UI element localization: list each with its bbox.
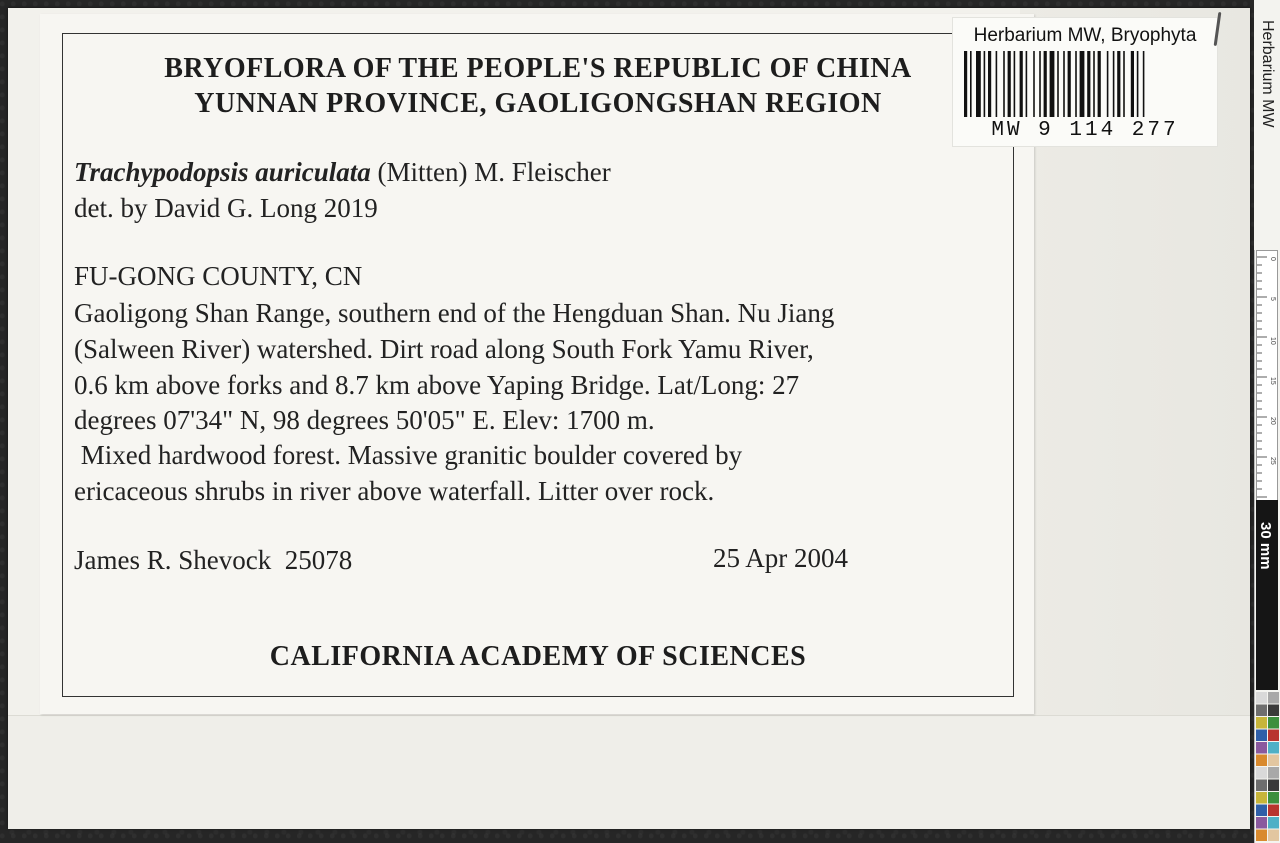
color-swatch (1268, 730, 1279, 742)
color-swatch (1268, 692, 1279, 704)
barcode-bar (1087, 51, 1090, 117)
label-header-line2: YUNNAN PROVINCE, GAOLIGONGSHAN REGION (194, 88, 882, 119)
color-swatch (1256, 805, 1267, 817)
ruler-mark-label: 10 (1269, 337, 1276, 345)
color-swatch (1268, 792, 1279, 804)
barcode-bar (984, 51, 986, 117)
barcode-bar (976, 51, 981, 117)
barcode-bar (1143, 51, 1145, 117)
barcode-label (952, 17, 1218, 147)
locality-line: degrees 07'34" N, 98 degrees 50'05" E. Elev: 1700 m. (74, 405, 655, 435)
color-swatch (1268, 767, 1279, 779)
taxon-name: Trachypodopsis auriculata (74, 157, 371, 187)
locality-line: 0.6 km above forks and 8.7 km above Yaping Bridge. Lat/Long: 27 (74, 370, 800, 400)
locality-line: Gaoligong Shan Range, southern end of the Hengduan Shan. Nu Jiang (74, 298, 835, 328)
barcode-bars (964, 51, 1206, 117)
barcode-bar (1093, 51, 1095, 117)
ruler-mark-label: 20 (1269, 417, 1276, 425)
color-swatch (1268, 780, 1279, 792)
ruler-mark-label: 5 (1269, 297, 1276, 301)
ruler-mark-label: 25 (1269, 457, 1276, 465)
barcode-bar (1068, 51, 1071, 117)
barcode-bar (1057, 51, 1059, 117)
barcode-bar (1117, 51, 1120, 117)
color-swatch (1256, 717, 1267, 729)
color-swatch (1256, 730, 1267, 742)
color-swatch (1268, 742, 1279, 754)
barcode-bar (1026, 51, 1028, 117)
barcode-bar (1113, 51, 1115, 117)
collection-date: 25 Apr 2004 (713, 543, 848, 573)
barcode-bar (1098, 51, 1101, 117)
barcode-number: MW 9 114 277 (991, 119, 1179, 142)
taxon-line (74, 155, 611, 189)
county: FU-GONG COUNTY, CN (74, 261, 363, 291)
barcode-bar (1014, 51, 1016, 117)
locality-line: ericaceous shrubs in river above waterfall. Litter over rock. (74, 476, 715, 506)
barcode-bar (1131, 51, 1134, 117)
label-header-line1: BRYOFLORA OF THE PEOPLE'S REPUBLIC OF CHINA (164, 53, 912, 84)
barcode-bar (988, 51, 991, 117)
barcode-bar (964, 51, 967, 117)
barcode-bar (1137, 51, 1139, 117)
locality-line: Mixed hardwood forest. Massive granitic boulder covered by (74, 440, 743, 470)
color-swatch (1268, 755, 1279, 767)
barcode-bar (1008, 51, 1011, 117)
barcode-bar (1075, 51, 1077, 117)
barcode-bar (1039, 51, 1041, 117)
barcode-bar (1020, 51, 1023, 117)
color-swatch (1256, 780, 1267, 792)
color-swatch (1256, 755, 1267, 767)
barcode-title: Herbarium MW, Bryophyta (973, 25, 1197, 46)
determination: det. by David G. Long 2019 (74, 193, 378, 223)
barcode-bar (1033, 51, 1035, 117)
color-swatches (1256, 692, 1280, 842)
packet-flap (8, 715, 1250, 829)
locality-line: (Salween River) watershed. Dirt road along South Fork Yamu River, (74, 334, 814, 364)
ruler-mark-label: 0 (1269, 257, 1276, 261)
color-swatch (1268, 830, 1279, 842)
color-swatch (1256, 792, 1267, 804)
barcode-bar (1044, 51, 1047, 117)
barcode-bar (1050, 51, 1055, 117)
collector: James R. Shevock 25078 (74, 545, 353, 575)
color-swatch (1256, 817, 1267, 829)
ruler-title: Herbarium MW (1259, 20, 1276, 128)
barcode-bar (1123, 51, 1125, 117)
barcode-bar (1063, 51, 1065, 117)
ruler-mark-label: 15 (1269, 377, 1276, 385)
color-swatch (1256, 692, 1267, 704)
taxon-author: (Mitten) M. Fleischer (370, 157, 611, 187)
institution-name: CALIFORNIA ACADEMY OF SCIENCES (269, 641, 807, 672)
color-swatch (1256, 767, 1267, 779)
color-swatch (1268, 817, 1279, 829)
color-swatch (1256, 742, 1267, 754)
barcode-bar (970, 51, 972, 117)
color-swatch (1268, 717, 1279, 729)
color-swatch (1268, 805, 1279, 817)
color-swatch (1256, 705, 1267, 717)
barcode-bar (1107, 51, 1109, 117)
barcode-bar (1003, 51, 1005, 117)
color-swatch (1256, 830, 1267, 842)
barcode-bar (1080, 51, 1085, 117)
color-swatch (1268, 705, 1279, 717)
barcode-bar (996, 51, 998, 117)
ruler-scale-label: 30 mm (1257, 522, 1274, 570)
